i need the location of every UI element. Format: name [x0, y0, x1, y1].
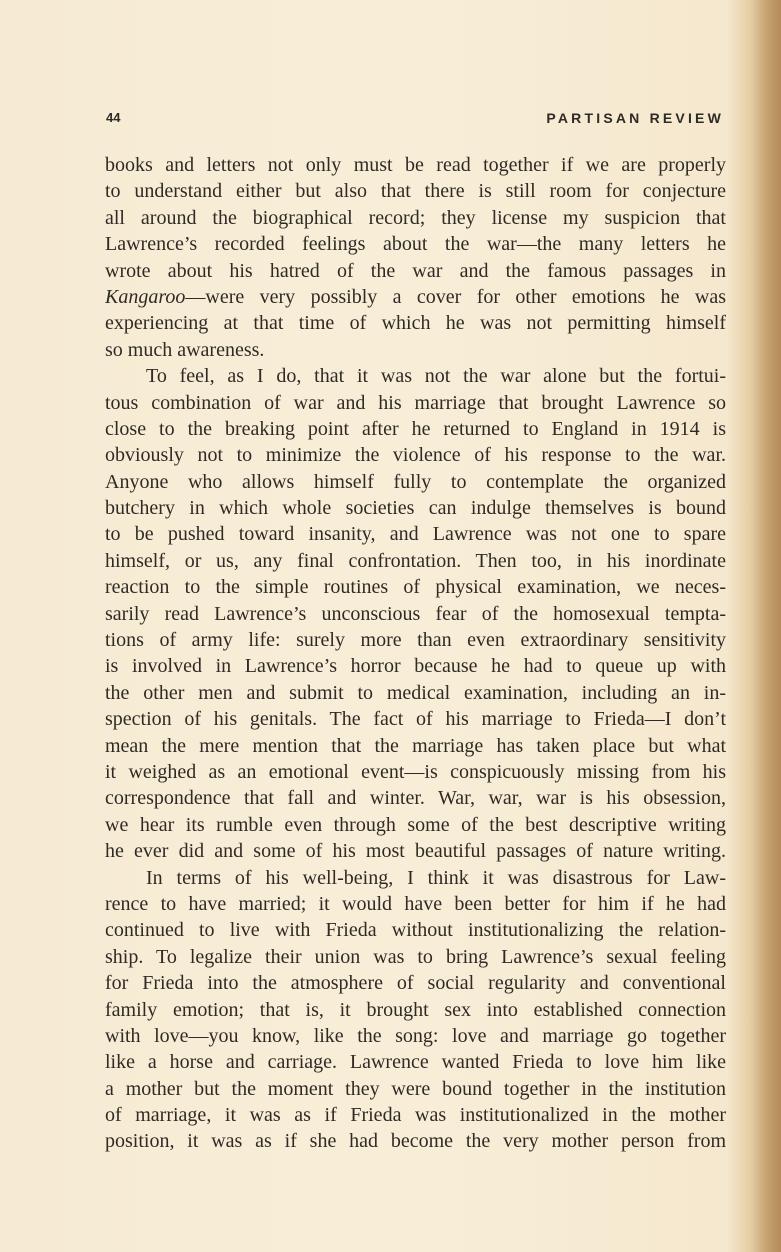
text-line: [105, 680, 726, 706]
text-segment: tous combination of war and his marriage that brought Lawrence so: [105, 391, 726, 414]
text-segment: close to the breaking point after he returned to England in 1914 is: [105, 417, 726, 440]
text-segment: a mother but the moment they were bound together in the institution: [105, 1077, 726, 1100]
text-segment: himself, or us, any final confrontation. Then too, in his inordinate: [105, 549, 726, 572]
text-line: [105, 997, 726, 1023]
text-line: [105, 865, 726, 891]
text-segment: continued to live with Frieda without institutionalizing the relation-: [105, 919, 726, 942]
text-line: [105, 548, 726, 574]
text-line: [105, 284, 726, 310]
text-segment: we hear its rumble even through some of the best descriptive writing: [105, 813, 726, 836]
text-line: [105, 970, 726, 996]
text-line: [105, 1076, 726, 1102]
text-line: [105, 390, 726, 416]
body-text: [105, 152, 726, 1155]
text-segment: he ever did and some of his most beautiful passages of nature writing.: [105, 840, 726, 863]
text-segment: reaction to the simple routines of physical examination, we neces-: [105, 576, 726, 599]
text-line: [105, 812, 726, 838]
text-line: [105, 258, 726, 284]
text-segment: Anyone who allows himself fully to contemplate the organized: [105, 470, 726, 493]
text-line: [105, 1049, 726, 1075]
text-segment: Lawrence’s recorded feelings about the war—the many letters he: [105, 233, 726, 256]
text-line: [105, 759, 726, 785]
text-line: [105, 205, 726, 231]
text-segment: tions of army life: surely more than even extraordinary sensitivity: [105, 629, 726, 652]
text-line: [105, 1023, 726, 1049]
text-segment: all around the biographical record; they license my suspicion that: [105, 206, 726, 229]
text-segment: it weighed as an emotional event—is conspicuously missing from his: [105, 760, 726, 783]
text-segment: correspondence that fall and winter. War, war, war is his obsession,: [105, 787, 726, 810]
text-segment: mean the mere mention that the marriage has taken place but what: [105, 734, 726, 757]
text-segment: obviously not to minimize the violence of his response to the war.: [105, 444, 726, 467]
text-segment: spection of his genitals. The fact of his marriage to Frieda—I don’t: [105, 708, 726, 731]
text-segment: is involved in Lawrence’s horror because he had to queue up with: [105, 655, 726, 678]
text-line: [105, 627, 726, 653]
text-line: [105, 653, 726, 679]
text-line: [105, 310, 726, 336]
text-segment: like a horse and carriage. Lawrence wanted Frieda to love him like: [105, 1051, 726, 1074]
text-line: [105, 469, 726, 495]
running-title: PARTISAN REVIEW: [546, 110, 724, 126]
text-segment: In terms of his well-being, I think it was disastrous for Law-: [146, 866, 726, 889]
text-line: [105, 521, 726, 547]
text-segment: ship. To legalize their union was to bring Lawrence’s sexual feeling: [105, 945, 726, 968]
italic-title: Kangaroo: [105, 285, 186, 308]
text-segment: position, it was as if she had become the very mother person from: [105, 1130, 726, 1153]
text-line: [105, 1128, 726, 1154]
text-line: [105, 706, 726, 732]
text-segment: to be pushed toward insanity, and Lawrence was not one to spare: [105, 523, 726, 546]
text-line: [105, 785, 726, 811]
text-segment: the other men and submit to medical examination, including an in-: [105, 681, 726, 704]
text-line: [105, 152, 726, 178]
text-line: [105, 231, 726, 257]
text-segment: sarily read Lawrence’s unconscious fear of the homosexual tempta-: [105, 602, 726, 625]
text-line: [105, 442, 726, 468]
text-line: [105, 1102, 726, 1128]
text-line: [105, 178, 726, 204]
text-line: [105, 495, 726, 521]
text-segment: experiencing at that time of which he was not permitting himself: [105, 312, 726, 335]
text-segment: for Frieda into the atmosphere of social regularity and conventional: [105, 972, 726, 995]
text-segment: rence to have married; it would have been better for him if he had: [105, 892, 726, 915]
text-segment: so much awareness.: [105, 338, 265, 361]
text-line: [105, 363, 726, 389]
text-line: [105, 944, 726, 970]
text-segment: wrote about his hatred of the war and the famous passages in: [105, 259, 726, 282]
text-line: [105, 838, 726, 864]
page-number: 44: [106, 110, 121, 125]
text-segment: family emotion; that is, it brought sex into established connection: [105, 998, 726, 1021]
text-segment: butchery in which whole societies can indulge themselves is bound: [105, 497, 726, 520]
text-segment: To feel, as I do, that it was not the war alone but the fortui-: [146, 365, 726, 388]
text-segment: —were very possibly a cover for other emotions he was: [185, 285, 726, 308]
text-segment: books and letters not only must be read together if we are properly: [105, 154, 726, 176]
text-line: [105, 917, 726, 943]
text-line: [105, 416, 726, 442]
text-line: [105, 601, 726, 627]
text-segment: with love—you know, like the song: love and marriage go together: [105, 1024, 726, 1047]
text-segment: of marriage, it was as if Frieda was institutionalized in the mother: [105, 1104, 726, 1127]
text-segment: to understand either but also that there is still room for conjecture: [105, 180, 726, 203]
text-line: [105, 891, 726, 917]
text-line: [105, 574, 726, 600]
text-line: [105, 337, 726, 363]
text-line: [105, 733, 726, 759]
